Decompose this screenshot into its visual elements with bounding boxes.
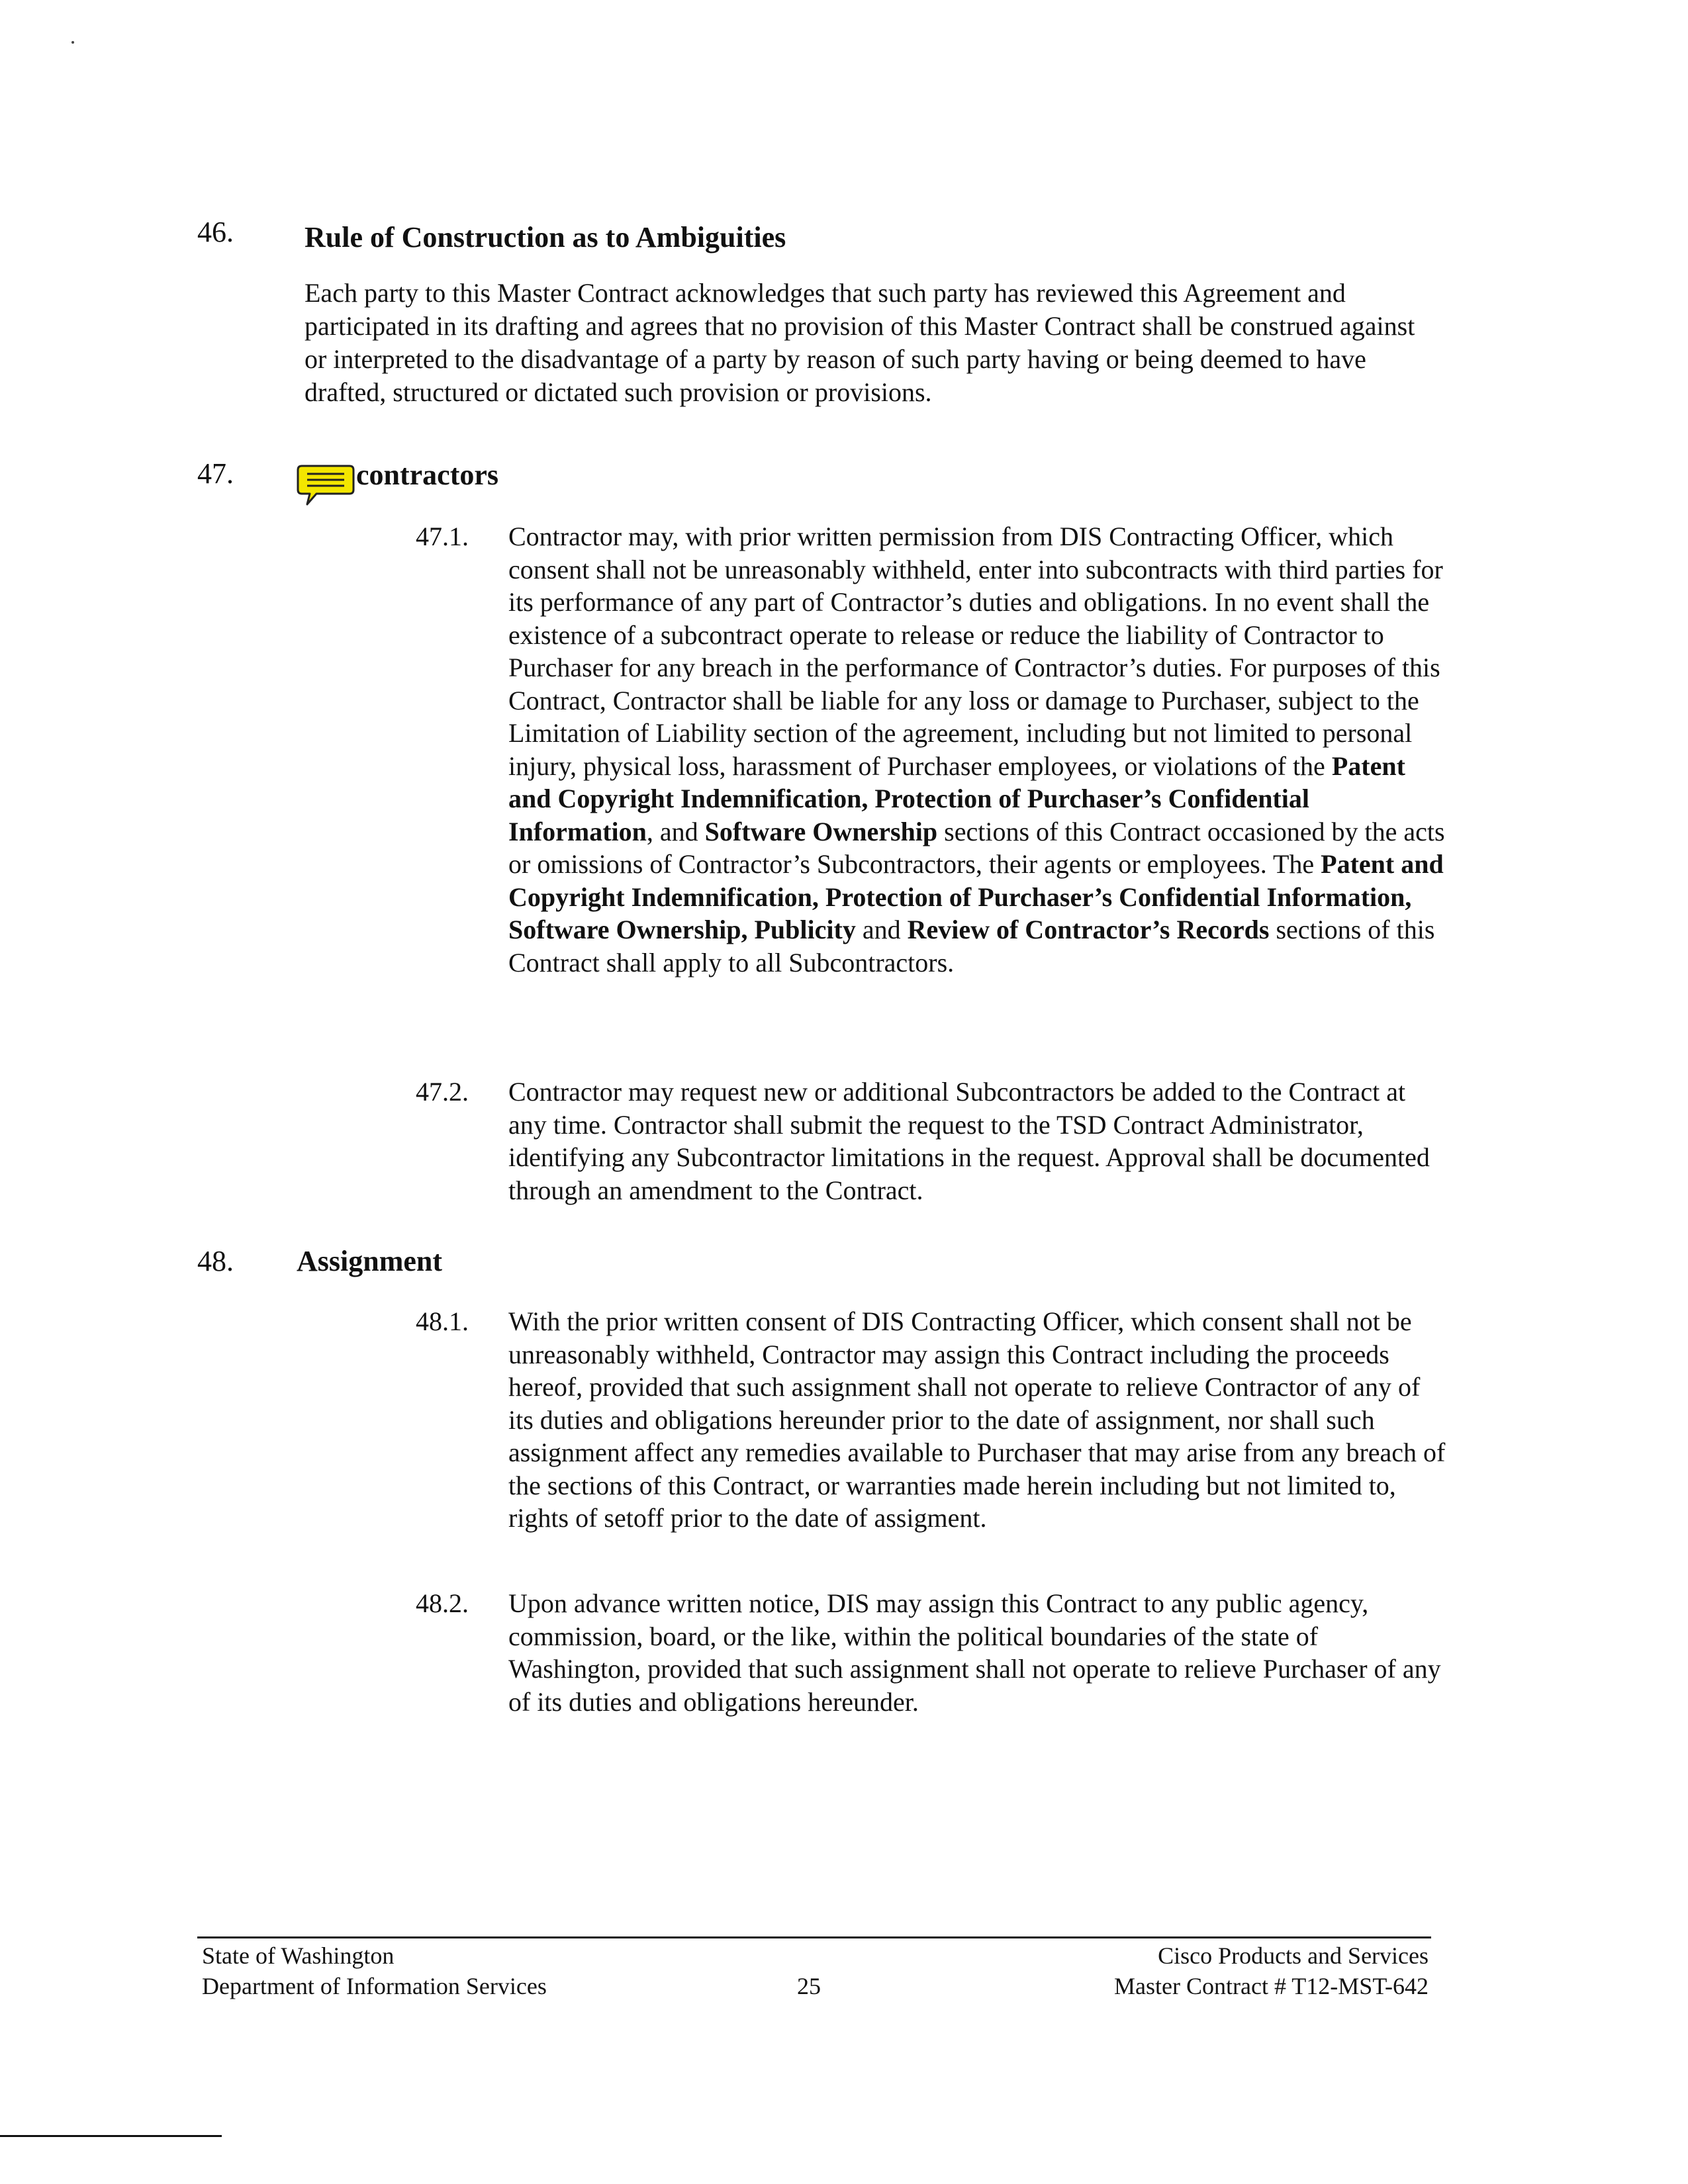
footer-department: Department of Information Services: [202, 1973, 547, 1999]
section-title-46: Rule of Construction as to Ambiguities: [305, 221, 786, 253]
bold-reference: Review of Contractor’s Records: [907, 915, 1270, 944]
bottom-rule: [0, 2135, 222, 2137]
footer-rule: [197, 1936, 1431, 1938]
bold-reference: Software Ownership: [704, 816, 938, 846]
comment-icon[interactable]: [297, 462, 356, 508]
footer-right: [993, 1940, 1429, 2001]
text-run: , and: [646, 816, 705, 846]
subsection-47-1-text: [508, 520, 1448, 979]
section-title-48: Assignment: [297, 1245, 443, 1277]
subsection-number-48-1: 48.1.: [416, 1306, 469, 1336]
subsection-number-48-2: 48.2.: [416, 1588, 469, 1618]
bold-reference: Patent and Copyright Indemnification, Protection of Purchaser’s Confidential Information, Software Ownership, Publicity: [508, 849, 1444, 944]
scan-speck: [71, 41, 74, 44]
bold-reference: Patent and Copyright Indemnification, Protection of Purchaser’s Confidential Information: [508, 751, 1405, 846]
footer-left: [202, 1940, 547, 2001]
subsection-47-2-text: Contractor may request new or additional Subcontractors be added to the Contract at any time. Contractor shall submit the request to the TSD Contract Administrator, identifying any Subcontractor limitations in the request. Approval shall be documented through an amendment to the Contract.: [508, 1077, 1430, 1205]
section-title-47: contractors: [356, 459, 499, 491]
text-run: Contractor may, with prior written permission from DIS Contracting Officer, which consent shall not be unreasonably withheld, enter into subcontracts with third parties for its performance of any part of Contractor’s duties and obligations. In no event shall the existence of a subcontract operate to release or reduce the liability of Contractor to Purchaser for any breach in the performance of Contractor’s duties. For purposes of this Contract, Contractor shall be liable for any loss or damage to Purchaser, subject to the Limitation of Liability section of the agreement, including but not limited to personal injury, physical loss, harassment of Purchaser employees, or violations of the: [508, 522, 1443, 781]
section-46-body: Each party to this Master Contract acknowledges that such party has reviewed this Agreement and participated in its drafting and agrees that no provision of this Master Contract shall be construed against or interpreted to the disadvantage of a party by reason of such party having or being deemed to have drafted, structured or dictated such provision or provisions.: [305, 278, 1415, 407]
footer-state: State of Washington: [202, 1942, 395, 1969]
text-run: sections of this Contract occasioned by the acts or omissions of Contractor’s Subcontractors, their agents or employees. The: [508, 816, 1445, 879]
subsection-48-1-text: With the prior written consent of DIS Contracting Officer, which consent shall not be unreasonably withheld, Contractor may assign this Contract including the proceeds hereof, provided that such assignment shall not operate to relieve Contractor of any of its duties and obligations hereunder prior to the date of assignment, nor shall such assignment affect any remedies available to Purchaser that may arise from any breach of the sections of this Contract, or warranties made herein including but not limited to, rights of setoff prior to the date of assigment.: [508, 1306, 1446, 1533]
text-run: sections of this Contract shall apply to all Subcontractors.: [508, 915, 1435, 978]
footer-contract-number: Master Contract # T12-MST-642: [1114, 1973, 1429, 1999]
page-number: 25: [797, 1973, 821, 1999]
section-number-46: 46.: [197, 216, 234, 248]
section-number-48: 48.: [197, 1245, 234, 1277]
footer-product: Cisco Products and Services: [1158, 1942, 1429, 1969]
subsection-number-47-2: 47.2.: [416, 1077, 469, 1107]
subsection-number-47-1: 47.1.: [416, 522, 469, 551]
text-run: and: [855, 915, 908, 944]
section-number-47: 47.: [197, 457, 234, 490]
subsection-48-2-text: Upon advance written notice, DIS may assign this Contract to any public agency, commission, board, or the like, within the political boundaries of the state of Washington, provided that such assignment shall not operate to relieve Purchaser of any of its duties and obligations hereunder.: [508, 1588, 1441, 1717]
